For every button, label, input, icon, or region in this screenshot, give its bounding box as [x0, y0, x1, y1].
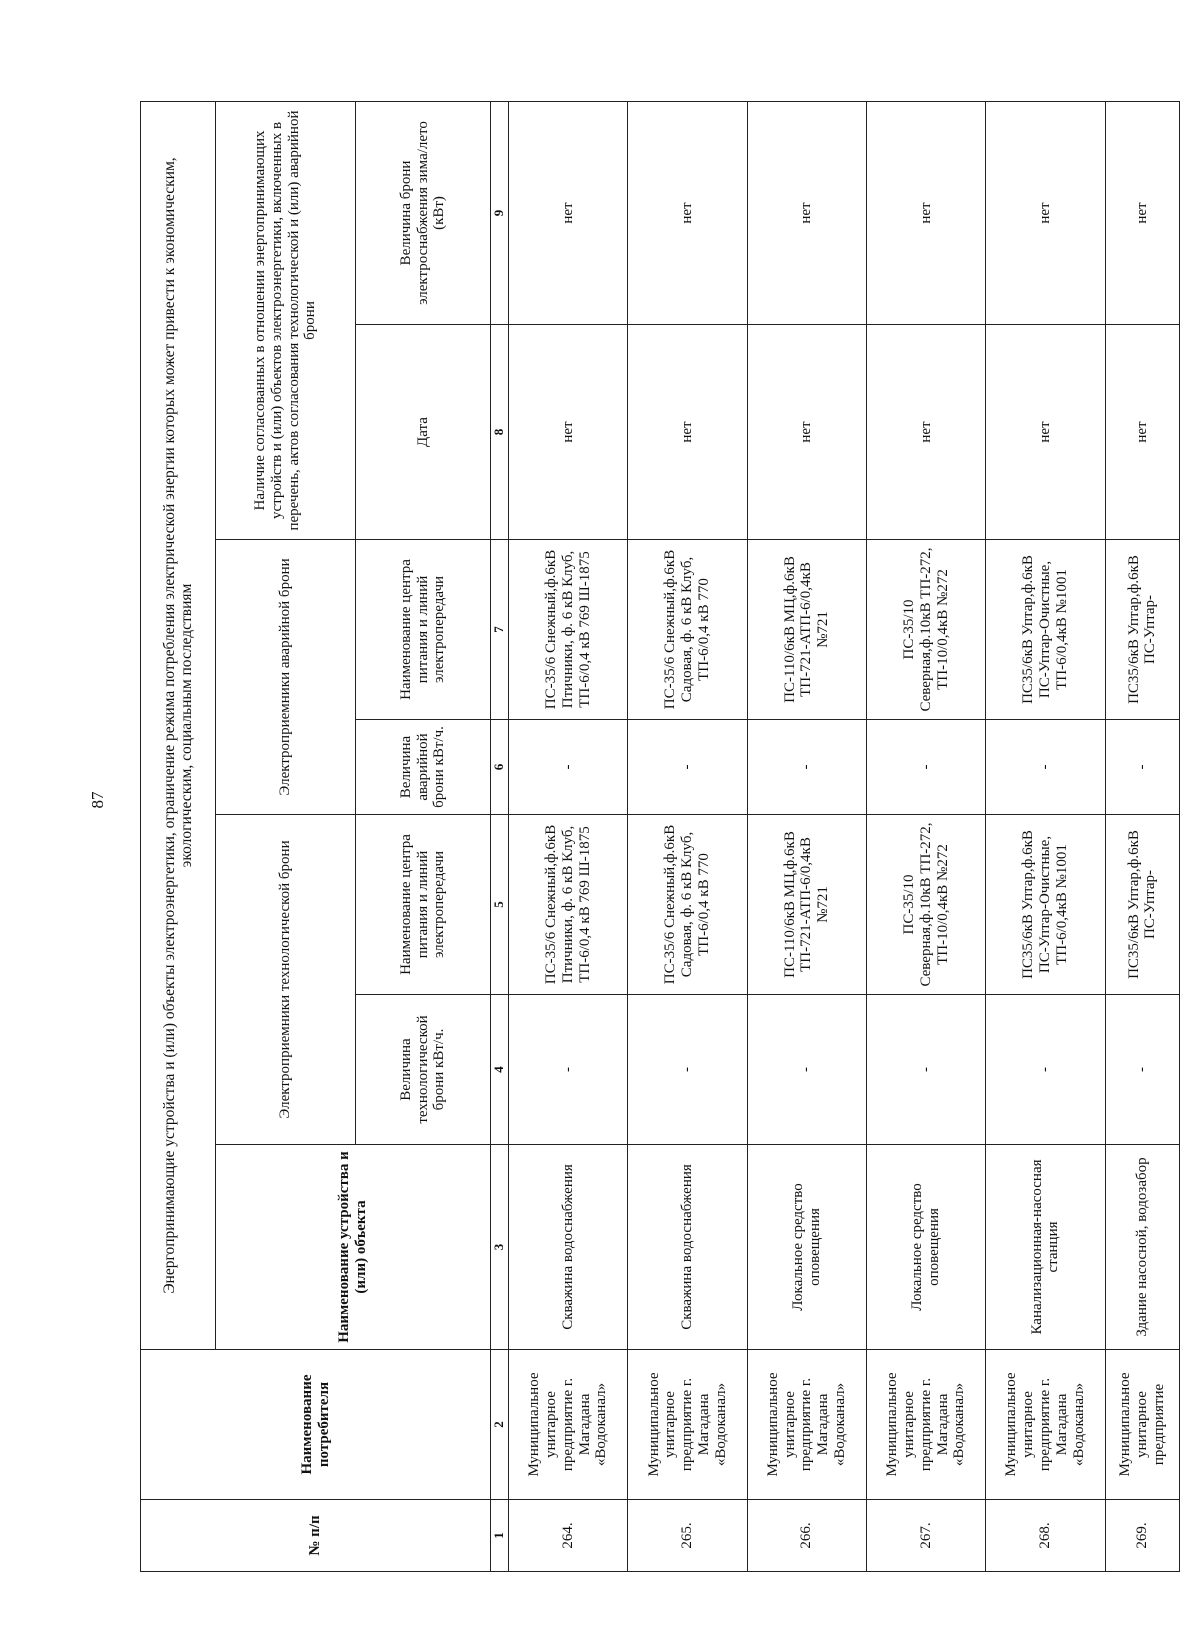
cell-no: 269. [1105, 1500, 1179, 1572]
table-row [509, 101, 628, 1571]
column-number: 4 [491, 995, 509, 1145]
cell-emerg-center: ПС35/6кВ Уптар,ф.6кВ ПС-Уптар- [1105, 540, 1179, 720]
cell-tech-center: ПС-35/6 Снежный,ф.6кВ Садовая, ф. 6 кВ Клуб, ТП-6/0,4 кВ 770 [628, 815, 747, 995]
cell-emerg-center: ПС-110/6кВ МЦ,ф.6кВ ТП-721-АТП-6/0,4кВ №721 [747, 540, 866, 720]
cell-consumer: Муниципальное унитарное предприятие [1105, 1350, 1179, 1500]
table-row [747, 101, 866, 1571]
column-number: 5 [491, 815, 509, 995]
header-tech-group: Электроприемники технологической брони [216, 815, 356, 1145]
cell-date: нет [747, 325, 866, 540]
cell-device: Локальное средство оповещения [747, 1145, 866, 1350]
cell-device: Скважина водоснабжения [628, 1145, 747, 1350]
cell-emerg-value: - [509, 720, 628, 815]
cell-value: нет [747, 101, 866, 324]
column-number: 1 [491, 1500, 509, 1572]
header-device: Наименование устройства и (или) объекта [216, 1145, 491, 1350]
cell-device: Здание насосной, водозабор [1105, 1145, 1179, 1350]
column-number: 9 [491, 101, 509, 324]
cell-emerg-value: - [1105, 720, 1179, 815]
cell-tech-value: - [747, 995, 866, 1145]
header-emerg-center: Наименование центра питания и линий электропередачи [356, 540, 491, 720]
cell-value: нет [628, 101, 747, 324]
header-emerg-value: Величина аварийной брони кВт/ч. [356, 720, 491, 815]
header-no: № п/п [141, 1500, 491, 1572]
cell-no: 267. [866, 1500, 985, 1572]
cell-date: нет [509, 325, 628, 540]
table-row [986, 101, 1105, 1571]
header-agree-date: Дата [356, 325, 491, 540]
column-number: 2 [491, 1350, 509, 1500]
cell-emerg-value: - [628, 720, 747, 815]
cell-value: нет [986, 101, 1105, 324]
cell-device: Канализационная-насосная станция [986, 1145, 1105, 1350]
cell-emerg-value: - [986, 720, 1105, 815]
column-number: 3 [491, 1145, 509, 1350]
header-group-title: Энергопринимающие устройства и (или) объекты электроэнергетики, ограничение режима потребления электрической энергии которых может привести к экономическим, экологическим, социальным последствиям [141, 101, 216, 1349]
table-row [628, 101, 747, 1571]
cell-device: Локальное средство оповещения [866, 1145, 985, 1350]
header-emerg-group: Электроприемники аварийной брони [216, 540, 356, 815]
cell-date: нет [866, 325, 985, 540]
cell-consumer: Муниципальное унитарное предприятие г. Магадана «Водоканал» [866, 1350, 985, 1500]
header-tech-center: Наименование центра питания и линий электропередачи [356, 815, 491, 995]
cell-no: 265. [628, 1500, 747, 1572]
cell-consumer: Муниципальное унитарное предприятие г. Магадана «Водоканал» [509, 1350, 628, 1500]
cell-consumer: Муниципальное унитарное предприятие г. Магадана «Водоканал» [747, 1350, 866, 1500]
cell-no: 268. [986, 1500, 1105, 1572]
cell-tech-center: ПС35/6кВ Уптар,ф.6кВ ПС-Уптар- [1105, 815, 1179, 995]
cell-emerg-center: ПС35/6кВ Уптар,ф.6кВ ПС-Уптар-Очистные, ТП-6/0,4кВ №1001 [986, 540, 1105, 720]
cell-emerg-value: - [747, 720, 866, 815]
cell-emerg-value: - [866, 720, 985, 815]
cell-emerg-center: ПС-35/10 Северная,ф.10кВ ТП-272, ТП-10/0,4кВ №272 [866, 540, 985, 720]
cell-tech-value: - [1105, 995, 1179, 1145]
header-tech-value: Величина технологической брони кВт/ч. [356, 995, 491, 1145]
table-row [1105, 101, 1179, 1571]
cell-tech-value: - [866, 995, 985, 1145]
cell-tech-center: ПС-35/10 Северная,ф.10кВ ТП-272, ТП-10/0,4кВ №272 [866, 815, 985, 995]
cell-tech-center: ПС-110/6кВ МЦ,ф.6кВ ТП-721-АТП-6/0,4кВ №721 [747, 815, 866, 995]
cell-value: нет [1105, 101, 1179, 324]
page-number: 87 [88, 791, 107, 809]
cell-tech-value: - [986, 995, 1105, 1145]
column-number: 6 [491, 720, 509, 815]
column-number: 8 [491, 325, 509, 540]
cell-tech-value: - [628, 995, 747, 1145]
cell-emerg-center: ПС-35/6 Снежный,ф.6кВ Садовая, ф. 6 кВ Клуб, ТП-6/0,4 кВ 770 [628, 540, 747, 720]
header-agree-value: Величина брони электроснабжения зима/лето (кВт) [356, 101, 491, 324]
cell-tech-center: ПС-35/6 Снежный,ф.6кВ Птичники, ф. 6 кВ Клуб, ТП-6/0,4 кВ 769 Ш-1875 [509, 815, 628, 995]
cell-date: нет [1105, 325, 1179, 540]
rotated-table-frame [140, 102, 1180, 1572]
cell-no: 264. [509, 1500, 628, 1572]
cell-no: 266. [747, 1500, 866, 1572]
cell-tech-value: - [509, 995, 628, 1145]
cell-date: нет [986, 325, 1105, 540]
cell-tech-center: ПС35/6кВ Уптар,ф.6кВ ПС-Уптар-Очистные, ТП-6/0,4кВ №1001 [986, 815, 1105, 995]
table-row [866, 101, 985, 1571]
cell-device: Скважина водоснабжения [509, 1145, 628, 1350]
cell-consumer: Муниципальное унитарное предприятие г. Магадана «Водоканал» [986, 1350, 1105, 1500]
column-number: 7 [491, 540, 509, 720]
header-agree-group: Наличие согласованных в отношении энергопринимающих устройств и (или) объектов электроэнергетики, включенных в перечень, актов согласования технологической и (или) аварийной брони [216, 101, 356, 539]
reserve-table [140, 101, 1180, 1572]
cell-emerg-center: ПС-35/6 Снежный,ф.6кВ Птичники, ф. 6 кВ Клуб, ТП-6/0,4 кВ 769 Ш-1875 [509, 540, 628, 720]
cell-value: нет [509, 101, 628, 324]
header-consumer: Наименование потребителя [141, 1350, 491, 1500]
cell-value: нет [866, 101, 985, 324]
cell-date: нет [628, 325, 747, 540]
cell-consumer: Муниципальное унитарное предприятие г. Магадана «Водоканал» [628, 1350, 747, 1500]
